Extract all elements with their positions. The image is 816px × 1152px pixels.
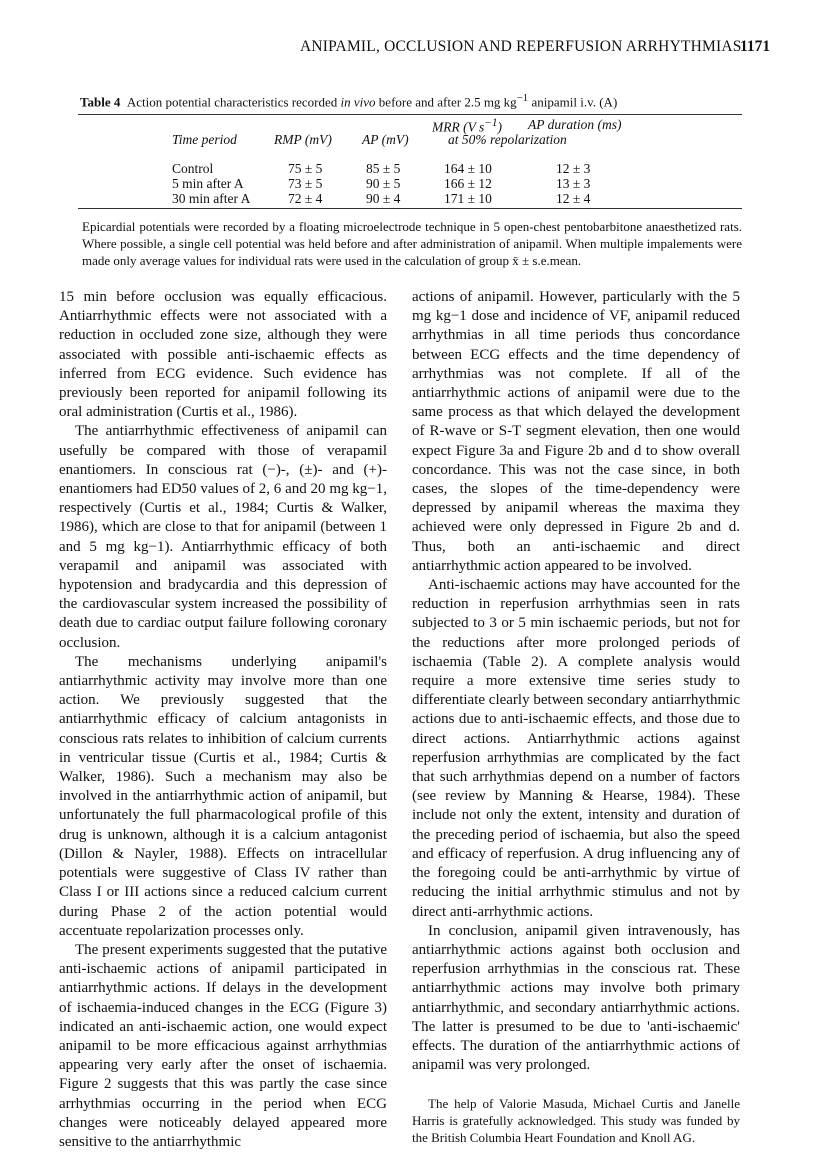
table-bottom-rule (78, 208, 742, 209)
paragraph: The present experiments suggested that the putative anti-ischaemic actions of anipamil participated in antiarrhythmic actions. If delays in the development of ischaemia-induced changes in the ECG (Figure 3) indicated an anti-ischaemic action, one would expect anipamil to be more efficacious against arrhythmias appearing very early after the onset of ischaemia. Figure 2 suggests that this was partly the case since arrhythmias occurring in the period when ECG changes were noticeably delayed appeared more sensitive to the antiarrhythmic (59, 941, 387, 1150)
running-header (0, 38, 816, 62)
left-column (59, 288, 387, 1152)
cell-apd: 12 ± 4 (556, 191, 591, 206)
cell-apd: 12 ± 3 (556, 161, 591, 176)
table-footnote (82, 218, 742, 269)
caption-part-a: Action potential characteristics recorded (126, 94, 341, 110)
caption-exponent: −1 (516, 92, 529, 104)
paragraph: Anti-ischaemic actions may have accounted for the reduction in reperfusion arrhythmias seen in rats subjected to 3 or 5 min ischaemic periods, but not for the reductions after more prolonged periods of ischaemia (Table 2). A complete analysis would require a more extensive time series study to differentiate clearly between secondary antiarrhythmic actions due to anti-ischaemic effects, and those due to direct actions. Antiarrhythmic actions against reperfusion arrhythmias are complicated by the fact that such arrhythmias depend on a number of factors (see review by Manning & Hearse, 1984). These include not only the extent, intensity and duration of the preceding period of ischaemia, but also the speed and efficacy of reperfusion. A drug influencing any of the foregoing could be anti-arrhythmic by virtue of reducing the initial arrhythmic stimulus and not by direct anti-arrhythmic actions. (412, 577, 740, 920)
paragraph: In conclusion, anipamil given intravenously, has antiarrhythmic actions against both occlusion and reperfusion arrhythmias in the conscious rat. These antiarrhythmic actions may involve both primary antiarrhythmic, and secondary antiarrhythmic actions. The latter is presumed to be due to 'anti-ischaemic' effects. The duration of the antiarrhythmic actions of anipamil was very prolonged. (412, 922, 740, 1074)
cell-ap: 90 ± 5 (366, 176, 401, 191)
cell-mrr: 164 ± 10 (444, 161, 492, 176)
cell-rmp: 75 ± 5 (288, 161, 323, 176)
header-rmp: RMP (mV) (274, 132, 332, 147)
header-ap-duration-sub: at 50% repolarization (448, 132, 567, 147)
paragraph: actions of anipamil. However, particularly with the 5 mg kg−1 dose and incidence of VF, anipamil reduced arrhythmias in all time periods thus concordance between ECG effects and the time dependency of arrhythmias was not complete. If all of the antiarrhythmic actions of anipamil were due to the same process as that which delayed the development of R-wave or S-T segment elevation, then one would expect Figure 3a and Figure 2b and d to show overall concordance. This was not the case since, in both cases, the slopes of the time-dependency were depressed by anipamil whereas the maxima they achieved were only depressed in Figure 2b and d. Thus, both an anti-ischaemic and direct antiarrhythmic action appeared to be involved. (412, 289, 740, 574)
cell-period: 30 min after A (172, 191, 251, 206)
header-ap: AP (mV) (362, 132, 409, 147)
cell-rmp: 73 ± 5 (288, 176, 323, 191)
caption-in-vivo: in vivo (340, 94, 376, 110)
cell-ap: 90 ± 4 (366, 191, 401, 206)
cell-mrr: 166 ± 12 (444, 176, 492, 191)
paragraph: The antiarrhythmic effectiveness of anipamil can usefully be compared with those of verapamil enantiomers. In conscious rat (−)-, (±)- and (+)-enantiomers had ED50 values of 2, 6 and 20 mg kg−1, respectively (Curtis et al., 1984; Curtis & Walker, 1986), which are close to that for anipamil (between 1 and 5 mg kg−1). Antiarrhythmic efficacy of both verapamil and anipamil was associated with hypotension and bradycardia and this depression of the cardiovascular system increased the possibility of death due to cardiac output failure following coronary occlusion. (59, 423, 387, 651)
table-caption (80, 92, 740, 110)
running-title: ANIPAMIL, OCCLUSION AND REPERFUSION ARRHYTHMIAS (300, 38, 742, 55)
page-number: 1171 (740, 38, 771, 55)
cell-period: 5 min after A (172, 176, 244, 191)
caption-part-b: before and after 2.5 mg kg (375, 94, 517, 110)
cell-apd: 13 ± 3 (556, 176, 591, 191)
paragraph: 15 min before occlusion was equally efficacious. Antiarrhythmic effects were not associated with a reduction in occluded zone size, although they were associated with possible anti-ischaemic effects as inferred from ECG evidence. Such evidence has previously been reported for anipamil following its oral administration (Curtis et al., 1986). (59, 289, 387, 421)
footnote-text: Epicardial potentials were recorded by a floating microelectrode technique in 5 open-chest pentobarbitone anaesthetized rats. Where possible, a single cell potential was held before and after administration of anipamil. When multiple impalements were made only average values for individual rats were used in the calculation of group x̄ ± s.e.mean. (82, 219, 742, 268)
header-time-period: Time period (172, 132, 237, 147)
header-mrr: MRR (V $s^{-1}$) (432, 117, 502, 135)
caption-part-c: anipamil i.v. (A) (528, 94, 618, 110)
cell-period: Control (172, 161, 214, 176)
header-ap-duration: AP duration (ms) (528, 117, 622, 132)
cell-ap: 85 ± 5 (366, 161, 401, 176)
right-column (412, 288, 740, 1146)
acknowledgements: The help of Valorie Masuda, Michael Curtis and Janelle Harris is gratefully acknowledged. This study was funded by the British Columbia Heart Foundation and Knoll AG. (412, 1096, 740, 1146)
cell-mrr: 171 ± 10 (444, 191, 492, 206)
cell-rmp: 72 ± 4 (288, 191, 323, 206)
table-label: Table 4 (80, 94, 121, 110)
paragraph: The mechanisms underlying anipamil's antiarrhythmic activity may involve more than one action. We previously suggested that the antiarrhythmic efficacy of calcium antagonists in conscious rats relates to inhibition of calcium currents in ventricular tissue (Curtis et al., 1984; Curtis & Walker, 1986). Such a mechanism may also be involved in the antiarrhythmic action of anipamil, but unfortunately the full pharmacological profile of this drug is unknown, although it is a calcium antagonist (Dillon & Nayler, 1988). Effects on intracellular potentials were suggestive of Class IV rather than Class I or III actions since a reduced calcium current during Phase 2 of the action potential would accentuate repolarization processes only. (59, 653, 387, 939)
table-top-rule (78, 114, 742, 115)
